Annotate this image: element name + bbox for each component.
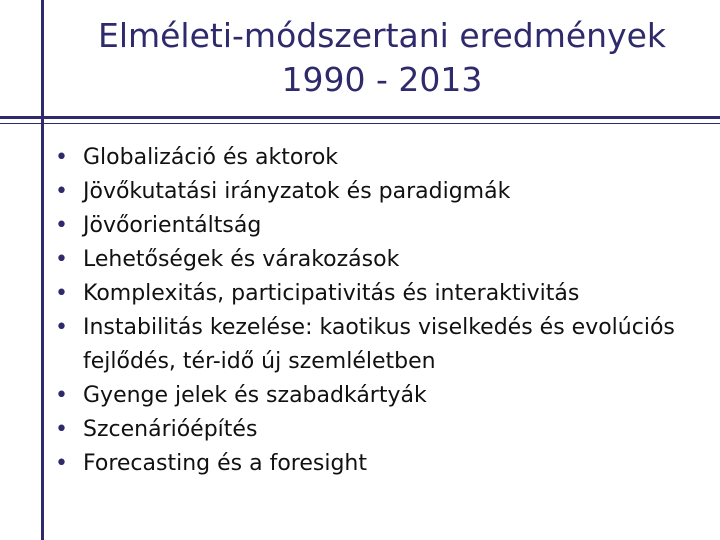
- slide-title: [44, 14, 720, 102]
- bullet-text: Jövőkutatási irányzatok és paradigmák: [83, 179, 511, 204]
- bullet-item: [48, 413, 708, 447]
- bullet-item: [48, 277, 708, 311]
- bullet-icon: •: [55, 145, 68, 170]
- bullet-text: Forecasting és a foresight: [83, 451, 367, 476]
- bullet-item: [48, 311, 708, 379]
- slide-title-line-2: 1990 - 2013: [281, 60, 483, 99]
- slide-title-line-1: Elméleti-módszertani eredmények: [97, 16, 667, 55]
- bullet-text: Gyenge jelek és szabadkártyák: [83, 383, 427, 408]
- bullet-icon: •: [55, 213, 68, 238]
- bullet-icon: •: [55, 281, 68, 306]
- bullet-icon: •: [55, 451, 68, 476]
- bullet-text: Szcenárióépítés: [83, 417, 258, 442]
- bullet-text: Lehetőségek és várakozások: [83, 247, 400, 272]
- bullet-icon: •: [55, 179, 68, 204]
- bullet-icon: •: [55, 417, 68, 442]
- bullet-text: Instabilitás kezelése: kaotikus viselkedés és evolúciós fejlődés, tér-idő új szemléletben: [83, 315, 675, 374]
- bullet-icon: •: [55, 315, 68, 340]
- title-underline-thick: [0, 116, 720, 119]
- bullet-item: [48, 379, 708, 413]
- bullet-text: Globalizáció és aktorok: [83, 145, 339, 170]
- bullet-text: Komplexitás, participativitás és interaktivitás: [83, 281, 580, 306]
- bullet-item: [48, 447, 708, 481]
- bullet-text: Jövőorientáltság: [83, 213, 262, 238]
- title-underline-thin: [0, 123, 720, 124]
- bullet-icon: •: [55, 383, 68, 408]
- bullet-item: [48, 209, 708, 243]
- bullet-icon: •: [55, 247, 68, 272]
- bullet-item: [48, 175, 708, 209]
- bullet-item: [48, 141, 708, 175]
- bullet-item: [48, 243, 708, 277]
- bullet-list: [48, 141, 708, 481]
